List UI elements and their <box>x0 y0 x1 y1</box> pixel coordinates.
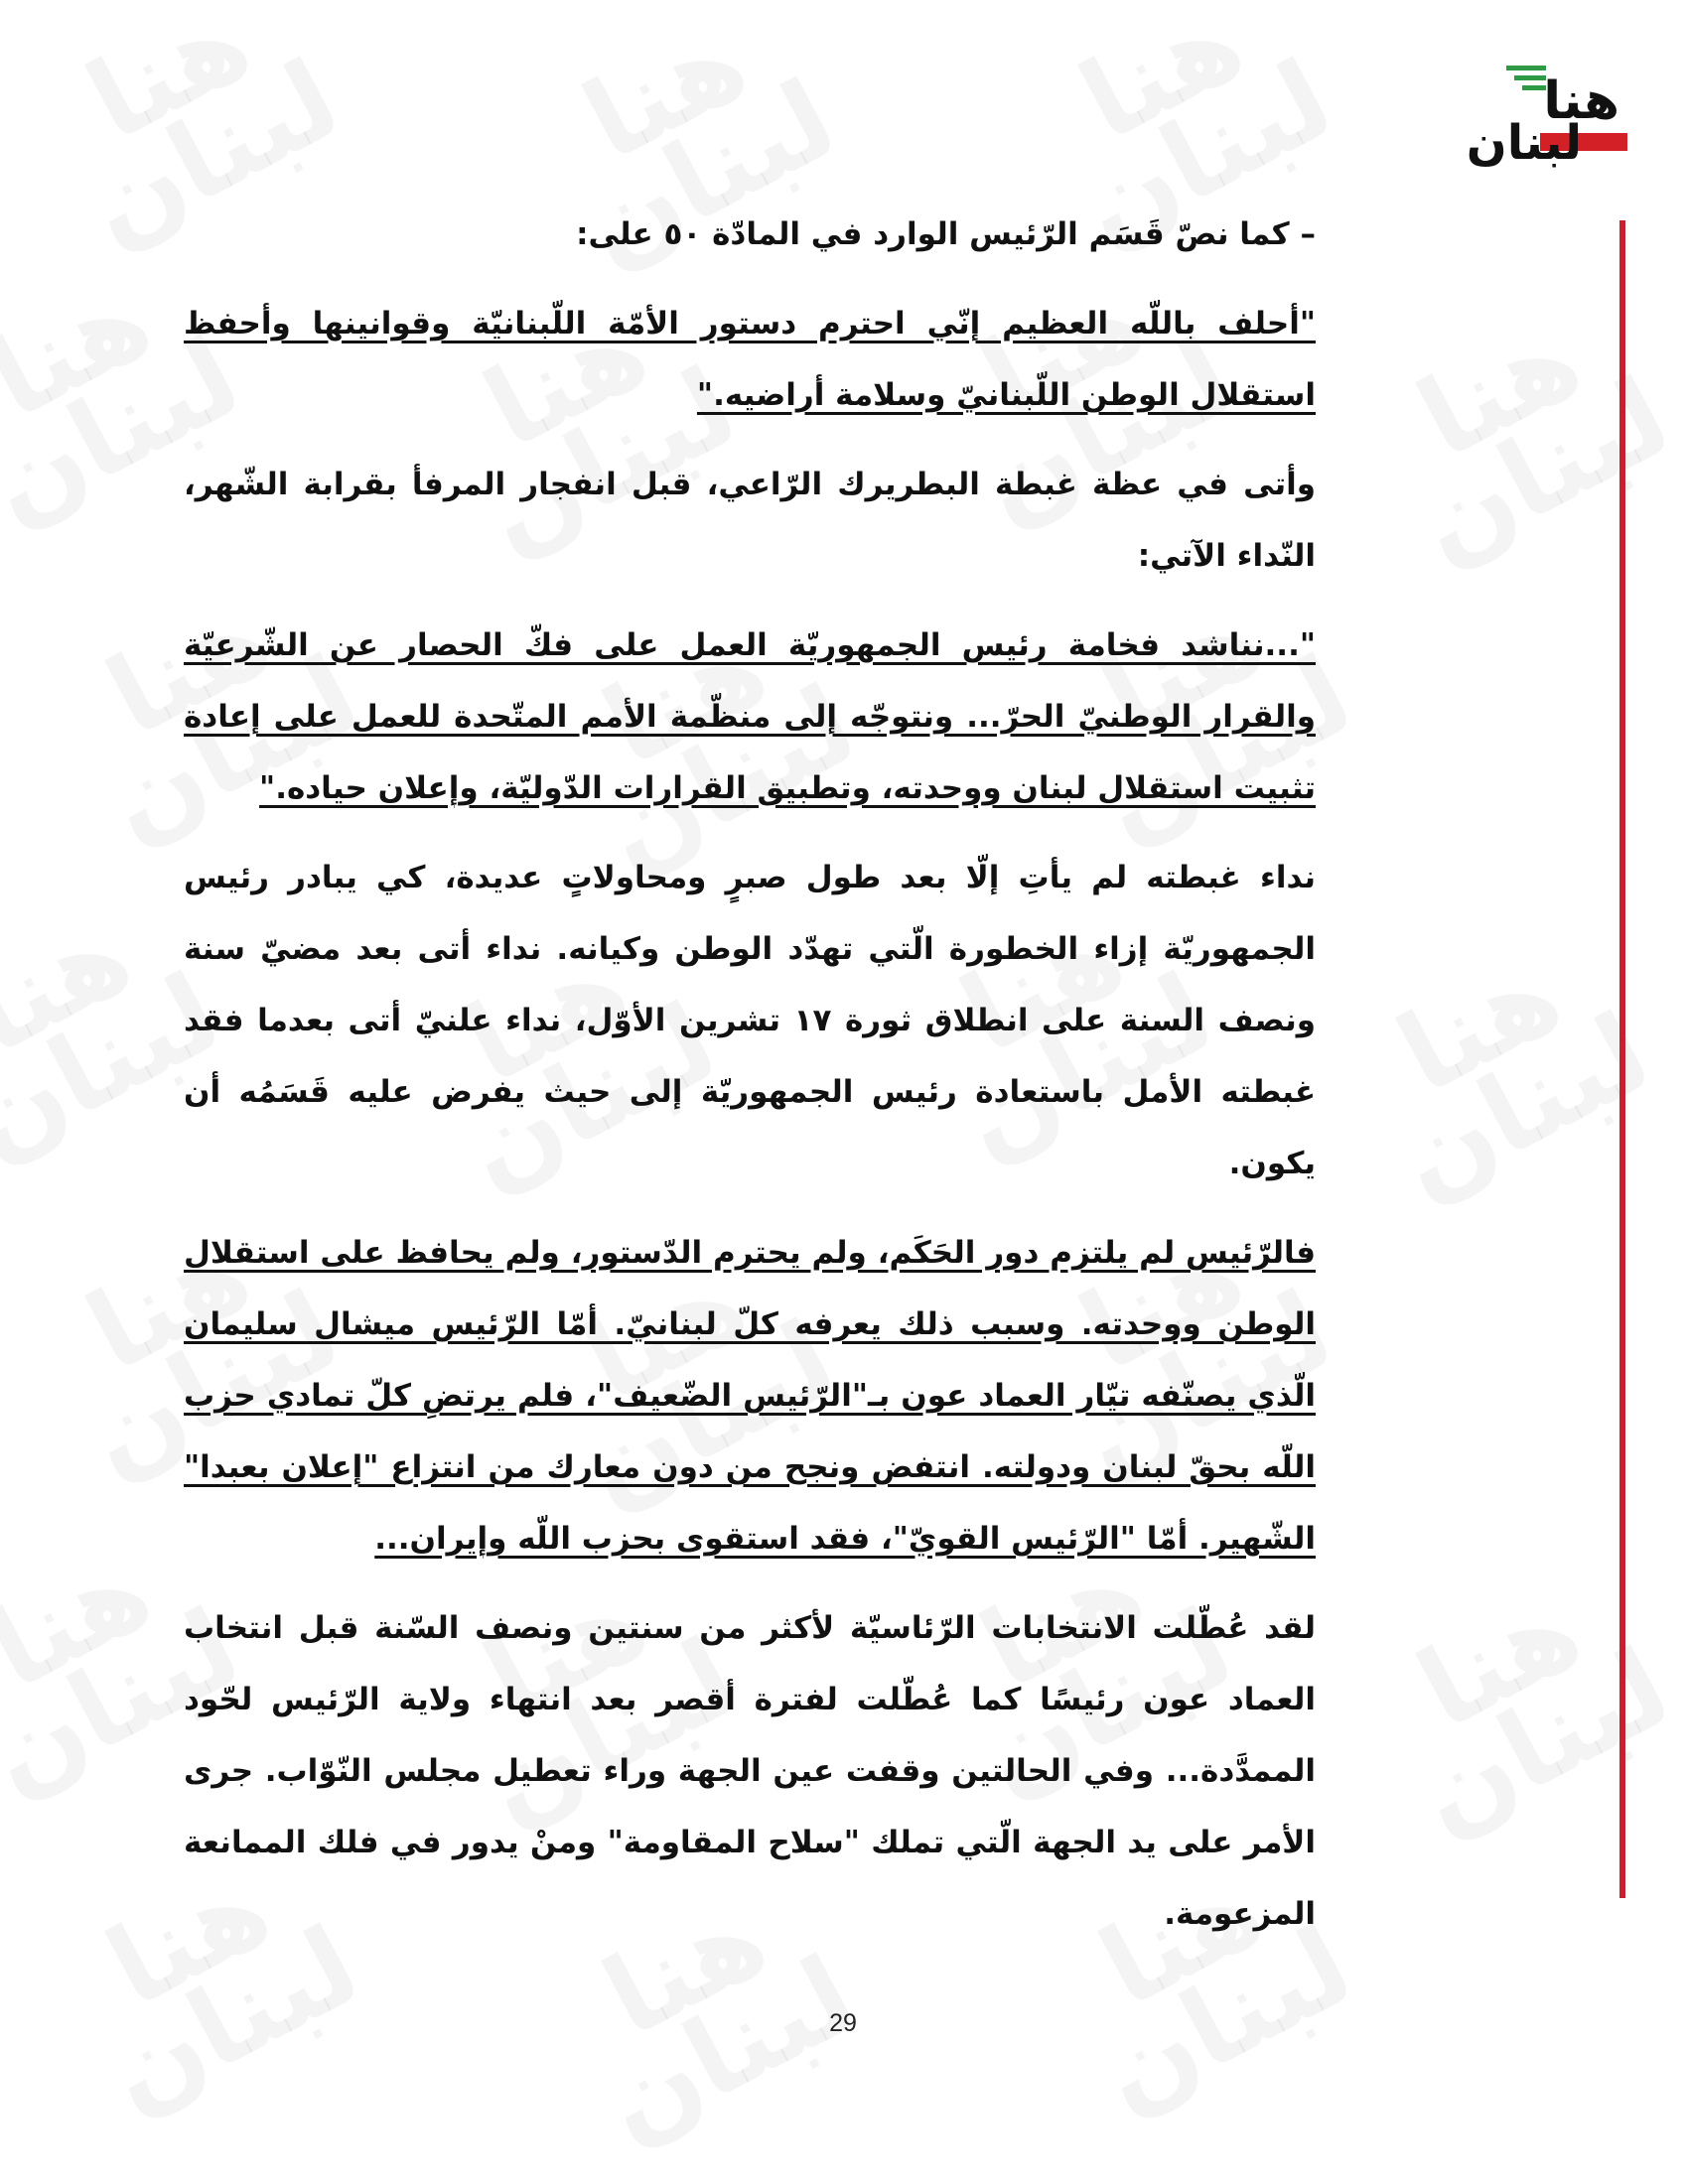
paragraph-oath-intro: – كما نصّ قَسَم الرّئيس الوارد في المادّة ٥٠ على: <box>577 216 1317 252</box>
paragraph-call-context: نداء غبطته لم يأتِ إلّا بعد طول صبرٍ ومحاولاتٍ عديدة، كي يبادر رئيس الجمهوريّة إزاء الخطورة الّتي تهدّد الوطن وكيانه. نداء أتى بعد مضيّ سنة ونصف السنة على انطلاق ثورة ١٧ تشرين الأوّل، نداء علنيّ أتى بعدما فقد غبطته الأمل باستعادة رئيس الجمهوريّة إلى حيث يفرض عليه قَسَمُه أن يكون. <box>185 860 1318 1181</box>
paragraph-president-critique: فالرّئيس لم يلتزم دور الحَكَم، ولم يحترم الدّستور، ولم يحافظ على استقلال الوطن ووحدته. وسبب ذلك يعرفه كلّ لبنانيّ. أمّا الرّئيس ميشال سليمان الّذي يصنّفه تيّار العماد عون بـ"الرّئيس الضّعيف"، فلم يرتضِ كلّ تمادي حزب اللّه بحقّ لبنان ودولته. انتفض ونجح من دون معارك من انتزاع "إعلان بعبدا" الشّهير. أمّا "الرّئيس القويّ"، فقد استقوى بحزب اللّه وإيران... <box>185 1235 1317 1557</box>
paragraph-elections: لقد عُطّلت الانتخابات الرّئاسيّة لأكثر من سنتين ونصف السّنة قبل انتخاب العماد عون رئيسًا كما عُطّلت لفترة أقصر بعد انتهاء ولاية الرّئيس لحّود الممدَّدة... وفي الحالتين وقفت عين الجهة وراء تعطيل مجلس النّوّاب. جرى الأمر على يد الجهة الّتي تملك "سلاح المقاومة" ومنْ يدور في فلك الممانعة المزعومة. <box>185 1610 1317 1932</box>
paragraph-patriarch-quote: "...نناشد فخامة رئيس الجمهوريّة العمل على فكّ الحصار عن الشّرعيّة والقرار الوطنيّ الحرّ... ونتوجّه إلى منظّمة الأمم المتّحدة للعمل على إعادة تثبيت استقلال لبنان ووحدته، وتطبيق القرارات الدّوليّة، وإعلان حياده." <box>185 627 1317 806</box>
logo-line-2: لبنان <box>1467 115 1583 171</box>
logo-line-1: هنا <box>1544 71 1620 131</box>
page-body <box>185 199 1317 1968</box>
brand-logo <box>1450 62 1628 171</box>
page-number: 29 <box>830 2009 858 2037</box>
side-rule <box>1620 220 1626 1898</box>
paragraph-oath-quote: "أحلف باللّه العظيم إنّي احترم دستور الأمّة اللّبنانيّة وقوانينها وأحفظ استقلال الوطن اللّبنانيّ وسلامة أراضيه." <box>185 306 1317 413</box>
watermark-logo <box>1342 921 1663 1209</box>
logo-green-bars-icon <box>1507 66 1547 105</box>
watermark-logo <box>1362 286 1683 574</box>
watermark-logo <box>1362 1557 1683 1844</box>
paragraph-patriarch-intro: وأتى في عظة غبطة البطريرك الرّاعي، قبل انفجار المرفأ بقرابة الشّهر، النّداء الآتي: <box>185 467 1317 574</box>
